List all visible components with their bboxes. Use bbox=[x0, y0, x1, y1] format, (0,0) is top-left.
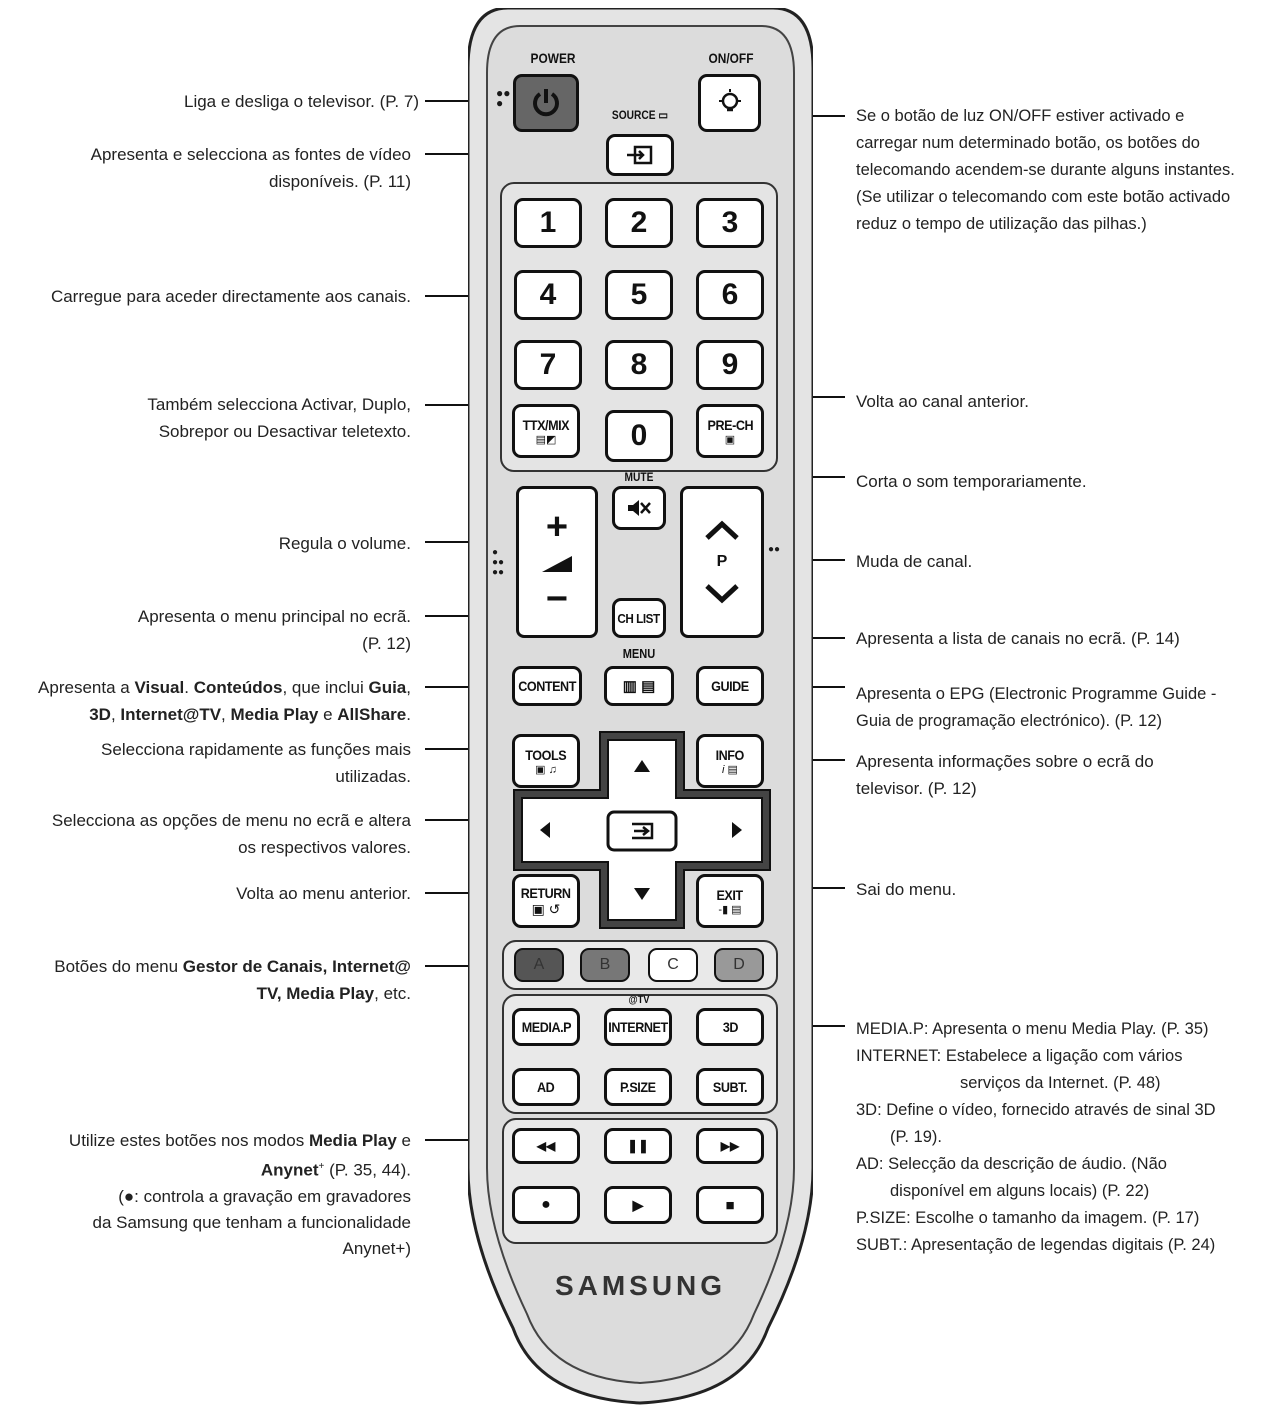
at-tv-label: @TV bbox=[628, 994, 650, 1006]
t: , que inclui bbox=[282, 678, 369, 697]
annotation-return-text: Volta ao menu anterior. bbox=[236, 884, 411, 903]
t: : Apresenta o menu Media Play. (P. 35) bbox=[923, 1020, 1209, 1038]
annotation-menu bbox=[138, 603, 411, 657]
annotation-playback-note2: da Samsung que tenham a funcionalidade bbox=[92, 1212, 411, 1232]
channel-up-icon bbox=[704, 519, 740, 541]
pause-button[interactable] bbox=[604, 1128, 672, 1164]
stop-button[interactable] bbox=[696, 1186, 764, 1224]
annotation-chlist-text: Apresenta a lista de canais no ecrã. (P. 14) bbox=[856, 629, 1180, 648]
color-button-b[interactable]: B bbox=[580, 948, 630, 982]
t: : Apresentação de legendas digitais (P. 24) bbox=[902, 1236, 1216, 1254]
p-size-button[interactable] bbox=[604, 1068, 672, 1106]
t: 3D bbox=[89, 705, 111, 724]
number-button-5[interactable]: 5 bbox=[605, 270, 673, 320]
annotation-content-line2 bbox=[38, 701, 411, 728]
pause-icon: ❚❚ bbox=[627, 1138, 649, 1153]
t: Utilize estes botões nos modos bbox=[68, 1131, 309, 1150]
tools-button[interactable] bbox=[512, 734, 580, 788]
annotation-internet-line2: serviços da Internet. (P. 48) bbox=[960, 1074, 1161, 1092]
t: , etc. bbox=[374, 984, 411, 1003]
number-button-9[interactable]: 9 bbox=[696, 340, 764, 390]
exit-label: EXIT bbox=[716, 886, 744, 903]
t: INTERNET bbox=[856, 1047, 937, 1065]
3d-button[interactable] bbox=[696, 1008, 764, 1046]
return-button[interactable] bbox=[512, 874, 580, 928]
t: , bbox=[406, 678, 411, 697]
volume-level-icon bbox=[540, 554, 574, 574]
t: e bbox=[318, 705, 338, 724]
power-button[interactable] bbox=[513, 74, 579, 132]
number-button-1[interactable]: 1 bbox=[514, 198, 582, 248]
play-button[interactable] bbox=[604, 1186, 672, 1224]
annotation-mute-text: Corta o som temporariamente. bbox=[856, 472, 1087, 491]
number-button-3[interactable]: 3 bbox=[696, 198, 764, 248]
content-button[interactable] bbox=[512, 666, 582, 706]
t: . bbox=[184, 678, 194, 697]
annotation-menu-line2: (P. 12) bbox=[362, 634, 411, 653]
volume-down-icon: − bbox=[545, 578, 569, 620]
p-size-label: P.SIZE bbox=[620, 1079, 656, 1095]
menu-button[interactable] bbox=[604, 666, 674, 706]
power-label: POWER bbox=[530, 50, 576, 66]
number-button-8[interactable]: 8 bbox=[605, 340, 673, 390]
t: SOURCE bbox=[611, 108, 656, 122]
mute-icon bbox=[626, 497, 652, 519]
t: MEDIA.P bbox=[856, 1020, 924, 1038]
fast-forward-button[interactable] bbox=[696, 1128, 764, 1164]
annotation-onoff-line3: telecomando acendem-se durante alguns instantes. bbox=[856, 161, 1235, 179]
subt-button[interactable] bbox=[696, 1068, 764, 1106]
volume-rocker[interactable] bbox=[516, 486, 598, 638]
t: Anynet bbox=[260, 1160, 319, 1180]
annotation-mediap bbox=[856, 1016, 1216, 1043]
annotation-button-list bbox=[856, 1016, 1216, 1259]
annotation-info-line2: televisor. (P. 12) bbox=[856, 779, 977, 798]
ad-label: AD bbox=[537, 1079, 555, 1095]
annotation-channel-text: Muda de canal. bbox=[856, 552, 973, 571]
annotation-onoff bbox=[856, 103, 1235, 238]
annotation-return bbox=[236, 880, 411, 907]
number-button-6[interactable]: 6 bbox=[696, 270, 764, 320]
annotation-3d bbox=[856, 1097, 1216, 1124]
internet-button[interactable] bbox=[604, 1008, 672, 1046]
annotation-chlist bbox=[856, 625, 1180, 652]
annotation-color-buttons bbox=[54, 953, 411, 1007]
annotation-nav-line1: Selecciona as opções de menu no ecrã e altera bbox=[51, 811, 411, 830]
t: + bbox=[318, 1161, 325, 1172]
annotation-prech-text: Volta ao canal anterior. bbox=[856, 392, 1029, 411]
annotation-playback-line1 bbox=[69, 1128, 411, 1154]
number-button-7[interactable]: 7 bbox=[514, 340, 582, 390]
annotation-subt bbox=[856, 1232, 1216, 1259]
annotation-exit-text: Sai do menu. bbox=[856, 880, 957, 899]
media-p-button[interactable] bbox=[512, 1008, 580, 1046]
annotation-3d-line2: (P. 19). bbox=[890, 1128, 942, 1146]
source-label: SOURCE ▭ bbox=[611, 108, 669, 122]
annotation-numbers-text: Carregue para aceder directamente aos canais. bbox=[50, 287, 411, 306]
source-button[interactable] bbox=[606, 134, 674, 176]
ttx-mix-button[interactable] bbox=[512, 404, 580, 458]
number-button-2[interactable]: 2 bbox=[605, 198, 673, 248]
menu-icon: ▥ ▤ bbox=[622, 678, 656, 695]
channel-down-icon bbox=[704, 583, 740, 605]
volume-dots: ● ●● ●● bbox=[492, 547, 505, 578]
annotation-source bbox=[91, 141, 411, 195]
guide-label: GUIDE bbox=[711, 678, 749, 694]
t: TV, Media Play bbox=[256, 984, 375, 1003]
annotation-exit bbox=[856, 876, 956, 903]
power-dots: ●● ● bbox=[496, 86, 511, 110]
fast-forward-icon: ▶▶ bbox=[720, 1139, 740, 1153]
guide-button[interactable] bbox=[696, 666, 764, 706]
info-icon: i ▤ bbox=[722, 763, 738, 776]
subt-label: SUBT. bbox=[712, 1079, 748, 1095]
color-button-d[interactable]: D bbox=[714, 948, 764, 982]
info-label: INFO bbox=[715, 746, 745, 763]
annotation-content bbox=[38, 674, 411, 728]
media-p-label: MEDIA.P bbox=[521, 1019, 571, 1035]
prech-sub-icon: ▣ bbox=[724, 433, 736, 446]
source-icon bbox=[625, 145, 655, 165]
ad-button[interactable] bbox=[512, 1068, 580, 1106]
annotation-color-line2 bbox=[54, 980, 411, 1007]
t: (P. 35, 44). bbox=[324, 1160, 411, 1180]
annotation-onoff-line2: carregar num determinado botão, os botões do bbox=[856, 134, 1200, 152]
content-label: CONTENT bbox=[518, 678, 576, 694]
onoff-label: ON/OFF bbox=[708, 50, 754, 66]
annotation-ttx-line1: Também selecciona Activar, Duplo, bbox=[147, 395, 411, 414]
t: Internet@TV bbox=[120, 705, 222, 724]
t: Gestor de Canais, Internet@ bbox=[182, 957, 411, 976]
rewind-button[interactable] bbox=[512, 1128, 580, 1164]
annotation-tools bbox=[101, 736, 411, 790]
annotation-guide bbox=[856, 681, 1216, 735]
info-button[interactable] bbox=[696, 734, 764, 788]
mute-button[interactable] bbox=[612, 486, 666, 530]
annotation-tools-line2: utilizadas. bbox=[335, 767, 411, 786]
annotation-nav-line2: os respectivos valores. bbox=[238, 838, 411, 857]
annotation-internet bbox=[856, 1043, 1216, 1070]
t: P.SIZE bbox=[856, 1209, 907, 1227]
annotation-playback-line2 bbox=[69, 1154, 411, 1184]
annotation-tools-line1: Selecciona rapidamente as funções mais bbox=[101, 740, 411, 759]
light-onoff-button[interactable] bbox=[698, 74, 761, 132]
channel-dots: ●● bbox=[768, 544, 781, 555]
annotation-content-line1 bbox=[38, 674, 411, 701]
t: SUBT. bbox=[856, 1236, 903, 1254]
tools-label: TOOLS bbox=[525, 746, 567, 763]
annotation-guide-line2: Guia de programação electrónico). (P. 12) bbox=[856, 712, 1163, 730]
annotation-ad-line2: disponível em alguns locais) (P. 22) bbox=[890, 1182, 1150, 1200]
t: : Estabelece a ligação com vários bbox=[936, 1047, 1183, 1065]
teletext-icon: ▤◩ bbox=[535, 433, 557, 446]
channel-rocker[interactable] bbox=[680, 486, 764, 638]
t: AD bbox=[856, 1155, 879, 1173]
menu-label: MENU bbox=[622, 646, 656, 661]
annotation-playback bbox=[69, 1128, 411, 1262]
annotation-nav bbox=[52, 807, 411, 861]
t: AllShare bbox=[337, 705, 407, 724]
channel-p-label: P bbox=[716, 553, 728, 570]
remote-control bbox=[468, 8, 813, 1408]
tools-sub-icon: ▣ ♫ bbox=[535, 763, 557, 776]
samsung-logo: SAMSUNG bbox=[554, 1270, 727, 1301]
play-icon: ▶ bbox=[632, 1196, 644, 1213]
t: e bbox=[396, 1131, 411, 1150]
annotation-power bbox=[184, 88, 419, 115]
pre-ch-button[interactable] bbox=[696, 404, 764, 458]
annotation-volume bbox=[279, 530, 411, 557]
annotation-channel bbox=[856, 548, 972, 575]
ch-list-button[interactable] bbox=[612, 598, 666, 638]
annotation-mute bbox=[856, 468, 1087, 495]
annotation-volume-text: Regula o volume. bbox=[278, 534, 411, 553]
t: . bbox=[406, 705, 411, 724]
t: : Selecção da descrição de áudio. (Não bbox=[878, 1155, 1167, 1173]
t: : Escolhe o tamanho da imagem. (P. 17) bbox=[906, 1209, 1200, 1227]
annotation-info bbox=[856, 748, 1154, 802]
annotation-source-line1: Apresenta e selecciona as fontes de vídeo bbox=[90, 145, 411, 164]
volume-up-icon: + bbox=[545, 506, 569, 548]
t: Se o botão de luz bbox=[856, 107, 990, 125]
annotation-ttx-line2: Sobrepor ou Desactivar teletexto. bbox=[158, 422, 411, 441]
annotation-playback-note3: Anynet+) bbox=[342, 1238, 411, 1258]
annotation-playback-note1: (●: controla a gravação em gravadores bbox=[118, 1186, 411, 1206]
exit-icon: -▮ ▤ bbox=[718, 903, 742, 916]
mute-label: MUTE bbox=[624, 470, 654, 484]
rewind-icon: ◀◀ bbox=[536, 1139, 556, 1153]
exit-button[interactable] bbox=[696, 874, 764, 928]
annotation-prech bbox=[856, 388, 1029, 415]
t: : Define o vídeo, fornecido através de sinal 3D bbox=[877, 1101, 1216, 1119]
t: , bbox=[110, 705, 121, 724]
annotation-color-line1 bbox=[54, 953, 411, 980]
annotation-onoff-line5: reduz o tempo de utilização das pilhas.) bbox=[856, 215, 1147, 233]
3d-label: 3D bbox=[722, 1019, 738, 1035]
t: 3D bbox=[856, 1101, 878, 1119]
annotation-ttx bbox=[147, 391, 411, 445]
annotation-power-text: Liga e desliga o televisor. (P. 7) bbox=[184, 92, 419, 111]
return-icon: ▣ ↺ bbox=[531, 900, 561, 917]
t: Apresenta a bbox=[38, 678, 135, 697]
color-button-c[interactable]: C bbox=[648, 948, 698, 982]
power-icon bbox=[529, 86, 563, 120]
ttx-mix-label: TTX/MIX bbox=[522, 416, 570, 433]
number-button-4[interactable]: 4 bbox=[514, 270, 582, 320]
record-button[interactable] bbox=[512, 1186, 580, 1224]
annotation-info-line1: Apresenta informações sobre o ecrã do bbox=[856, 752, 1154, 771]
internet-label: INTERNET bbox=[608, 1019, 668, 1035]
annotation-ad bbox=[856, 1151, 1216, 1178]
t: Visual bbox=[134, 678, 185, 697]
stop-icon: ■ bbox=[725, 1196, 735, 1214]
annotation-numbers bbox=[51, 283, 411, 310]
annotation-psize bbox=[856, 1205, 1216, 1232]
t: Conteúdos bbox=[193, 678, 283, 697]
number-button-0[interactable]: 0 bbox=[605, 410, 673, 462]
ch-list-label: CH LIST bbox=[617, 610, 661, 626]
color-button-a[interactable]: A bbox=[514, 948, 564, 982]
annotation-source-line2: disponíveis. (P. 11) bbox=[268, 172, 411, 191]
annotation-guide-line1: Apresenta o EPG (Electronic Programme Guide - bbox=[856, 685, 1217, 703]
t: , bbox=[221, 705, 231, 724]
annotation-onoff-line1 bbox=[856, 103, 1235, 130]
t: ON/OFF bbox=[989, 107, 1052, 125]
annotation-onoff-line4: (Se utilizar o telecomando com este botão activado bbox=[856, 188, 1231, 206]
t: Botões do menu bbox=[54, 957, 183, 976]
t: Guia bbox=[368, 678, 407, 697]
pre-ch-label: PRE-CH bbox=[707, 416, 753, 433]
t: estiver activado e bbox=[1051, 107, 1185, 125]
t: Media Play bbox=[308, 1131, 397, 1150]
record-icon: ● bbox=[541, 1196, 551, 1213]
light-bulb-icon bbox=[715, 88, 745, 118]
annotation-menu-line1: Apresenta o menu principal no ecrã. bbox=[137, 607, 411, 626]
return-label: RETURN bbox=[521, 884, 571, 901]
t: Media Play bbox=[230, 705, 319, 724]
